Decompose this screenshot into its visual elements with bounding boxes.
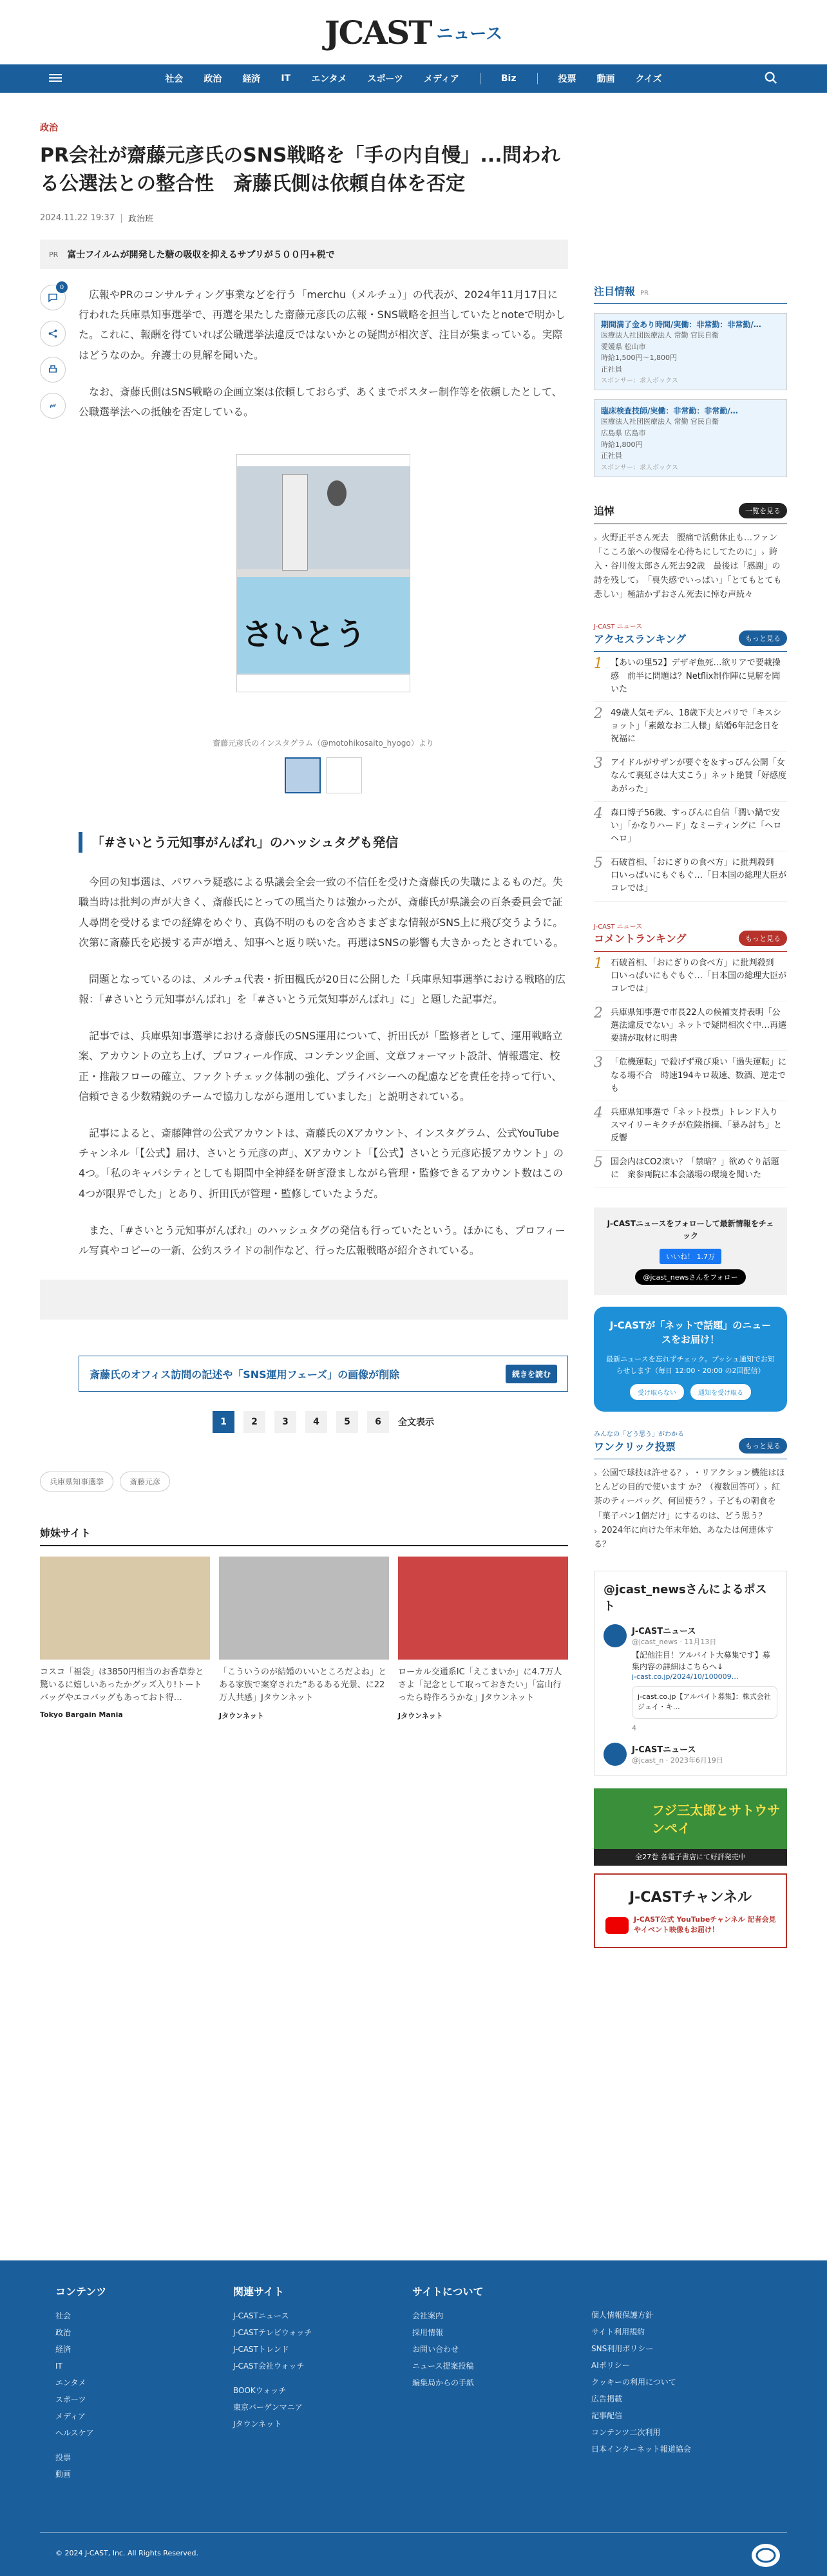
tweet-likes: 4 <box>632 1723 636 1732</box>
page-button[interactable]: 6 <box>367 1411 389 1433</box>
logo-text: ニュース <box>436 24 503 44</box>
tweet-name: J-CASTニュース <box>632 1626 696 1636</box>
rank-number: 3 <box>594 755 603 772</box>
footer-link[interactable]: エンタメ <box>55 2378 86 2387</box>
figure-sign-text: さいとう <box>242 616 366 653</box>
access-header <box>594 630 787 652</box>
share-button[interactable] <box>40 321 66 346</box>
tweet-name: J-CASTニュース <box>632 1745 696 1755</box>
nav-item[interactable]: エンタメ <box>311 74 347 84</box>
comment-header <box>594 931 787 952</box>
article-meta <box>40 212 568 224</box>
rank-number: 3 <box>594 1055 603 1072</box>
sister-title: 姉妹サイト <box>40 1525 568 1546</box>
sister-image <box>219 1557 389 1660</box>
job-sponsor: スポンサー：求人ボックス <box>601 464 678 471</box>
footer-link[interactable]: ヘルスケア <box>55 2429 94 2438</box>
job-sponsor: スポンサー：求人ボックス <box>601 377 678 385</box>
pagination <box>79 1411 568 1433</box>
sister-source: Jタウンネット <box>398 1711 443 1720</box>
push-desc: 最新ニュースを忘れずチェック。プッシュ通知でお知らせします（毎日 12:00・20:00 の2回配信） <box>606 1354 775 1375</box>
print-button[interactable] <box>40 357 66 383</box>
ranking-item[interactable] <box>594 851 787 901</box>
sister-text: 「こういうのが結婚のいいところだよね」とある家族で案穿された“あるある光景、に22万人共感」Jタウンネット <box>219 1667 387 1703</box>
tweet-handle: @jcast_news · 11月13日 <box>632 1637 717 1646</box>
job-line: 時給1,800円 <box>601 440 643 449</box>
push-accept-button[interactable]: 通知を受け取る <box>690 1384 751 1400</box>
tweet-handle: @jcast_n · 2023年6月19日 <box>632 1756 723 1765</box>
footer-link[interactable]: J-CASTテレビウォッチ <box>233 2328 312 2337</box>
footer-link[interactable]: 広告掲載 <box>591 2394 623 2403</box>
site-header <box>0 0 827 64</box>
footer-link[interactable]: 経済 <box>55 2345 71 2354</box>
ranking-item[interactable] <box>594 952 787 1001</box>
rank-text: 兵庫県知事選で「ネット投票」トレンド入り スマイリーキクチが危険指摘、「暴み討ち」と反響 <box>611 1107 786 1144</box>
footer-link[interactable]: ニュース提案投稿 <box>412 2362 474 2371</box>
poll-lead: みんなの「どう思う」がわかる <box>594 1431 684 1439</box>
rank-text: 【あいの里52】デザギ魚死…欲リアで要載操感 前半に問題は？Netflix制作陣に見解を聞いた <box>611 658 781 694</box>
ranking-item[interactable] <box>594 702 787 752</box>
footer-column <box>412 2284 484 2394</box>
footer-link[interactable]: 政治 <box>55 2328 71 2337</box>
banner-title: フジ三太郎とサトウサンペイ <box>652 1802 781 1836</box>
nav-separator <box>537 73 538 84</box>
poll-more-button[interactable]: もっと見る <box>739 1438 787 1454</box>
poll-item[interactable]: › 2024年に向けた年末年始、あなたは何連休する？ <box>594 1520 774 1555</box>
banner-title: J-CASTチャンネル <box>629 1889 752 1906</box>
job-line: 愛媛県 松山市 <box>601 342 646 351</box>
ranking-item[interactable] <box>594 752 787 801</box>
menu-icon[interactable] <box>49 72 62 85</box>
poll-item[interactable]: › ・リアクション機能はほとんどの目的で使います か？（複数回答可） <box>594 1463 784 1497</box>
job-line: 医療法人社団医療法人 常勤 官民自衛 <box>601 331 719 339</box>
footer-heading: コンテンツ <box>55 2286 107 2298</box>
nav-item[interactable]: 動画 <box>596 74 615 84</box>
push-title: J-CASTが「ネットで話題」のニュースをお届け！ <box>609 1319 772 1346</box>
ranking-item[interactable] <box>594 652 787 701</box>
footer-link[interactable]: 東京バーゲンマニア <box>233 2403 303 2412</box>
youtube-icon <box>605 1917 629 1934</box>
paragraph: なお、斎藤氏側はSNS戦略の企画立案は依頼しておらず、あくまでポスター制作等を依頼したとして、公職選挙法への抵触を否定している。 <box>79 385 562 418</box>
nav-item[interactable]: メディア <box>423 74 459 84</box>
nav-item[interactable]: 社会 <box>165 74 184 84</box>
footer-link[interactable]: 社会 <box>55 2311 71 2320</box>
footer-link[interactable]: 会社案内 <box>412 2311 444 2320</box>
nav-item[interactable]: Biz <box>500 73 517 84</box>
read-more-button[interactable]: 続きを読む <box>506 1365 557 1383</box>
site-logo[interactable] <box>325 14 502 52</box>
page-button[interactable]: 2 <box>243 1411 265 1433</box>
paragraph: 広報やPRのコンサルティング事業などを行う「merchu（メルチュ）」の代表が、2024年11月17日に行われた兵庫県知事選挙で、再選を果たした齋藤元彦氏の広報・SNS戦略を担当していたとnoteで明かした。これに、報酬を得ていれば公職選挙法違反ではないかとの疑問が相次ぎ、注目が集まっている。実際はどうなのか。弁護士の見解を聞いた。 <box>79 289 566 361</box>
paragraph: 記事によると、斎藤陣営の公式アカウントは、斎藤氏のXアカウント、インスタグラム、公式YouTubeチャンネル「【公式】届け、さいとう元彦の声」、Xアカウント「【公式】さいとう元彦応援アカウント」の4つ。「私のキャパシティとしても期間中全神経を研ぎ澄ましながら管理・監修できるアカウント数はこの4つが限界でした」とあり、折田氏が管理・監修していたようだ。 <box>79 1127 564 1200</box>
job-line: 広島県 広島市 <box>601 428 646 437</box>
rank-text: アイドルがサザンが要ぐを＆すっぴん公開「女なんて裏紅さは大丈こう」ネット絶賛「好感度あがった」 <box>611 758 787 794</box>
rank-number: 1 <box>594 656 603 672</box>
article-text <box>79 285 568 422</box>
tweet-link[interactable]: j-cast.co.jp/2024/10/100009… <box>632 1672 739 1681</box>
sister-image <box>398 1557 568 1660</box>
footer-column <box>55 2284 106 2485</box>
footer-link[interactable]: クッキーの利用について <box>591 2378 676 2387</box>
footer-link[interactable]: サイト利用規約 <box>591 2327 645 2336</box>
poll-item[interactable]: › 紅茶のティーバッグ、何回使う？ <box>594 1477 780 1511</box>
follow-box <box>594 1208 787 1295</box>
footer-link[interactable]: 投票 <box>55 2453 71 2462</box>
figure-caption: 齋藤元彦氏のインスタグラム（@motohikosaito_hyogo）より <box>213 739 434 748</box>
association-logo-icon <box>750 2541 782 2570</box>
ranking-item[interactable] <box>594 1151 787 1188</box>
thumb[interactable] <box>285 757 321 793</box>
paragraph: 問題となっているのは、メルチュ代表・折田楓氏が20日に公開した「兵庫県知事選挙における戦略的広報：「#さいとう元知事がんばれ」を「#さいとう元気知事がんばれ」に」と題した記事だ。 <box>79 972 566 1006</box>
sister-item[interactable] <box>398 1557 568 1720</box>
related-text: 斎藤氏のオフィス訪問の記述や「SNS運用フェーズ」の画像が削除 <box>90 1368 400 1381</box>
article-date: 2024.11.22 19:37 <box>40 213 115 223</box>
recent-list <box>594 531 787 602</box>
rank-text: 石破首相、「おにぎりの食べ方」に批判殺到 口いっぱいにもぐもぐ…「日本国の総理大臣がコレでは」 <box>611 858 787 894</box>
print-icon <box>47 364 59 375</box>
ranking-item[interactable] <box>594 1001 787 1051</box>
link-button[interactable] <box>40 393 66 419</box>
logo-mark: JCAST <box>324 13 432 52</box>
share-icon <box>47 328 59 339</box>
nav-items <box>165 72 661 85</box>
access-ranking <box>594 652 787 901</box>
tag-list <box>40 1472 568 1492</box>
rank-text: 国会内はCO2凍い？「禁暗？」欲めぐり話題に 衆参両院に本会議場の環境を聞いた <box>611 1157 779 1180</box>
sister-text: ローカル交通系IC「えこまいか」に4.7万人さよ「記念として取っておきたい」「富山行ったら時作ろうかな」Jタウンネット <box>398 1667 562 1703</box>
footer-link[interactable]: 個人情報保護方針 <box>591 2311 654 2320</box>
page-button[interactable]: 1 <box>213 1411 234 1433</box>
avatar <box>604 1624 627 1647</box>
nav-item[interactable]: クイズ <box>635 74 662 84</box>
page-button[interactable]: 4 <box>305 1411 327 1433</box>
footer-column <box>233 2284 312 2435</box>
banner-sub: J-CAST公式 YouTubeチャンネル 記者会見やイベント映像もお届け！ <box>634 1915 776 1935</box>
job-line: 正社員 <box>601 365 622 374</box>
tweet-card[interactable]: j-cast.co.jp【アルバイト募集】：株式会社ジェイ・キ… <box>632 1686 777 1719</box>
job-line: 医療法人社団医療法人 常勤 官民自衛 <box>601 417 719 426</box>
pr-banner[interactable] <box>40 240 568 269</box>
instagram-image[interactable] <box>236 454 410 692</box>
rank-number: 5 <box>594 855 603 872</box>
poll-item[interactable]: › 子どもの朝食を「菓子パン1個だけ」にするのは、どう思う？ <box>594 1492 776 1526</box>
page-button[interactable]: 5 <box>336 1411 358 1433</box>
rank-text: 兵庫県知事選で市長22人の候補支持表明「公選法違反でない」ネットで疑問相次ぐ中…再選要請が取材に明書 <box>611 1007 787 1044</box>
footer-link[interactable]: 記事配信 <box>591 2411 623 2420</box>
jcast-channel-banner[interactable] <box>594 1873 787 1948</box>
footer-link[interactable]: J-CASTトレンド <box>233 2345 289 2354</box>
rank-text: 森口博子56歳、すっぴんに自信「潤い鍋で安い」「かなりハード」なミーティングに「ヘロヘロ」 <box>611 808 782 844</box>
sister-item[interactable] <box>219 1557 389 1720</box>
sister-source: Jタウンネット <box>219 1711 264 1720</box>
tag-chip[interactable]: 斎藤元彦 <box>120 1472 170 1492</box>
rank-text: 49歳人気モデル、18歳下夫とパリで「キスショット」「素敵なお二人様」結婚6年記念日を祝福に <box>611 708 782 744</box>
job-title: 期間満了金あり時間/実働：非常勤：非常勤/… <box>601 320 761 329</box>
nav-item[interactable]: IT <box>281 73 291 84</box>
footer-link[interactable]: スポーツ <box>55 2395 86 2404</box>
banner-sub: 全27巻 各電子書店にて好評発売中 <box>594 1849 787 1866</box>
article-body <box>40 285 568 793</box>
job-line: 正社員 <box>601 451 622 460</box>
comment-ranking <box>594 952 787 1188</box>
footer-link[interactable]: お問い合わせ <box>412 2345 459 2354</box>
footer-link[interactable]: Jタウンネット <box>233 2420 282 2429</box>
sister-source: Tokyo Bargain Mania <box>40 1710 123 1719</box>
access-title: アクセスランキング <box>594 632 687 645</box>
footer-link[interactable]: 動画 <box>55 2470 71 2479</box>
featured-title: 注目情報 <box>594 285 636 298</box>
ranking-item[interactable] <box>594 802 787 851</box>
job-card[interactable] <box>594 313 787 390</box>
access-more-button[interactable]: もっと見る <box>739 630 787 646</box>
page-button[interactable]: 3 <box>274 1411 296 1433</box>
tweet[interactable] <box>604 1624 777 1732</box>
poll-list <box>594 1466 787 1551</box>
tweet[interactable] <box>604 1743 777 1766</box>
footer-link[interactable]: コンテンツ二次利用 <box>591 2428 661 2437</box>
x-timeline-title: @jcast_newsさんによるポスト <box>604 1582 767 1613</box>
nav-item[interactable]: スポーツ <box>367 74 403 84</box>
recent-more-button[interactable]: 一覧を見る <box>739 503 787 518</box>
thumb[interactable] <box>326 757 362 793</box>
pr-tag: PR <box>49 250 59 259</box>
ad-slot <box>40 1280 568 1320</box>
tweet-body: 【記他注目！アルバイト大募集です】募集内容の詳細はこちらへ↓ <box>632 1650 770 1671</box>
job-list <box>594 313 787 477</box>
x-timeline <box>594 1571 787 1776</box>
job-title: 臨床検査技師/実働：非常勤：非常勤/… <box>601 406 738 416</box>
global-nav <box>0 64 827 93</box>
rank-number: 4 <box>594 1104 603 1121</box>
tag-chip[interactable]: 兵庫県知事選挙 <box>40 1472 113 1492</box>
article-title: PR会社が齋藤元彦氏のSNS戦略を「手の内自慢」...問われる公選法との整合性 斎藤氏側は依頼自体を否定 <box>40 144 560 195</box>
access-label: J-CAST ニュース <box>594 623 643 631</box>
poll-item[interactable]: › 公園で球技は許せる？ <box>594 1463 685 1483</box>
paragraph: また、「#さいとう元知事がんばれ」のハッシュタグの発信も行っていたという。ほかにも、プロフィール写真やコピーの一新、公約スライドの制作など、行った広報戦略が紹介されている。 <box>79 1224 566 1256</box>
recent-header <box>594 503 787 524</box>
poll-header <box>594 1438 787 1459</box>
footer-link[interactable]: SNS利用ポリシー <box>591 2344 654 2353</box>
figure-thumbs <box>79 757 568 793</box>
comment-count: 0 <box>56 281 68 293</box>
featured-header <box>594 283 787 304</box>
ranking-item[interactable] <box>594 1051 787 1101</box>
footer-heading: 関連サイト <box>233 2286 284 2298</box>
footer-link[interactable]: 編集局からの手紙 <box>412 2378 475 2387</box>
link-icon <box>47 400 59 412</box>
ranking-item[interactable] <box>594 1101 787 1151</box>
rank-number: 2 <box>594 705 603 722</box>
sister-text: コスコ「福袋」は3850円相当のお香草券と驚いるに嬉しいあったかグッズ入り!トートバッグやエコバッグもあっておト得… <box>40 1667 204 1703</box>
featured-pr: PR <box>640 290 649 297</box>
list-item[interactable]: › 跨入・谷川俊太郎さん死去92歳 最後は「感謝」の詩を残して <box>594 542 781 591</box>
footer-heading: サイトについて <box>412 2286 484 2298</box>
nav-item[interactable]: 投票 <box>558 74 576 84</box>
comment-icon <box>47 292 59 303</box>
all-text-link[interactable]: 全文表示 <box>398 1417 434 1428</box>
section-heading: 「#さいとう元知事がんばれ」のハッシュタグも発信 <box>79 832 568 853</box>
list-item[interactable]: › 「喪失感でいっぱい」「とてもとても悲しい」極詰かずおさん死去に悼む声続々 <box>594 571 782 605</box>
footer-column <box>591 2284 691 2460</box>
article-author[interactable]: 政治班 <box>128 214 154 224</box>
x-follow-button[interactable]: @jcast_newsさんをフォロー <box>635 1269 745 1285</box>
rank-number: 2 <box>594 1005 603 1021</box>
sister-list <box>40 1557 568 1720</box>
footer-link[interactable]: BOOKウォッチ <box>233 2386 287 2395</box>
site-footer <box>0 2260 827 2576</box>
comment-button[interactable] <box>40 285 66 310</box>
rank-text: 石破首相、「おにぎりの食べ方」に批判殺到 口いっぱいにもぐもぐ…「日本国の総理大臣がコレでは」 <box>611 958 787 994</box>
article-category[interactable]: 政治 <box>40 123 58 133</box>
list-item[interactable]: › 火野正平さん死去 腰痛で活動休止も…ファン「こころ旅への復帰を心待ちにしてたのに」 <box>594 528 777 562</box>
footer-link[interactable]: 採用情報 <box>412 2328 444 2337</box>
push-decline-button[interactable]: 受け取らない <box>630 1384 684 1400</box>
related-link[interactable] <box>79 1356 568 1392</box>
rank-number: 4 <box>594 805 603 822</box>
poll-title: ワンクリック投票 <box>594 1440 676 1453</box>
follow-text: J-CASTニュースをフォローして最新情報をチェック <box>607 1218 774 1240</box>
pr-text: 富士フイルムが開発した糖の吸収を抑えるサプリが５００円+税で <box>67 250 335 260</box>
article-figure <box>79 454 568 793</box>
job-card[interactable] <box>594 399 787 477</box>
footer-link[interactable]: J-CAST会社ウォッチ <box>233 2362 305 2371</box>
footer-link[interactable]: AIポリシー <box>591 2361 630 2370</box>
footer-link[interactable]: メディア <box>55 2412 86 2421</box>
comment-more-button[interactable]: もっと見る <box>739 931 787 946</box>
article-main <box>40 93 568 1721</box>
paragraph: 今回の知事選は、パワハラ疑惑による県議会全会一致の不信任を受けた斎藤氏の失職によるものだ。失職当時は批判の声が大きく、斎藤氏にとっての風当たりは強かったが、斎藤氏が県議会の百条委員会で証人尋問を受けるまでの経緯をめぐり、真偽不明のものを含めさまざまな情報がSNS上に飛び交うように。次第に斎藤氏を応援する声が増え、知事へと返り咲いた。再選はSNSの影響も大きかったとされている。 <box>79 876 564 949</box>
paragraph: 記事では、兵庫県知事選挙における斎藤氏のSNS運用について、折田氏が「監修者として、運用戦略立案、アカウントの立ち上げ、プロフィール作成、コンテンツ企画、文章フォーマット設計、情報選定、校正・推敲フローの確立、ファクトチェック体制の強化、プライバシーへの配慮などを責任を持って行い、信頼できる少数精鋭のチームで協力しながら運用していました」と説明されている。 <box>79 1030 563 1103</box>
comment-title: コメントランキング <box>594 933 687 945</box>
share-bar <box>40 285 66 429</box>
push-box <box>594 1307 787 1412</box>
avatar <box>604 1743 627 1766</box>
nav-item[interactable]: 政治 <box>204 74 222 84</box>
copyright: © 2024 J-CAST, Inc. All Rights Reserved. <box>55 2549 198 2557</box>
comment-label: J-CAST ニュース <box>594 923 643 931</box>
rank-text: 「危機運転」で殺げず飛び乗い「過失運転」になる場不合 時速194キロ裁速、数酒、逆走でも <box>611 1057 787 1094</box>
footer-link[interactable]: 日本インターネット報道協会 <box>591 2445 691 2454</box>
footer-link[interactable]: J-CASTニュース <box>233 2311 289 2320</box>
job-line: 時給1,500円〜1,800円 <box>601 354 677 363</box>
fuji-santaro-banner[interactable] <box>594 1788 787 1866</box>
recent-title: 追悼 <box>594 505 615 518</box>
sidebar <box>594 283 787 1948</box>
rank-number: 1 <box>594 955 603 972</box>
search-icon[interactable] <box>764 71 778 85</box>
nav-item[interactable]: 経済 <box>242 74 261 84</box>
footer-link[interactable]: IT <box>55 2362 62 2371</box>
facebook-like-button[interactable]: いいね！ 1.7万 <box>660 1249 721 1264</box>
sister-item[interactable] <box>40 1557 210 1720</box>
article-text-2 <box>79 872 568 1260</box>
sister-image <box>40 1557 210 1660</box>
rank-number: 5 <box>594 1155 603 1171</box>
